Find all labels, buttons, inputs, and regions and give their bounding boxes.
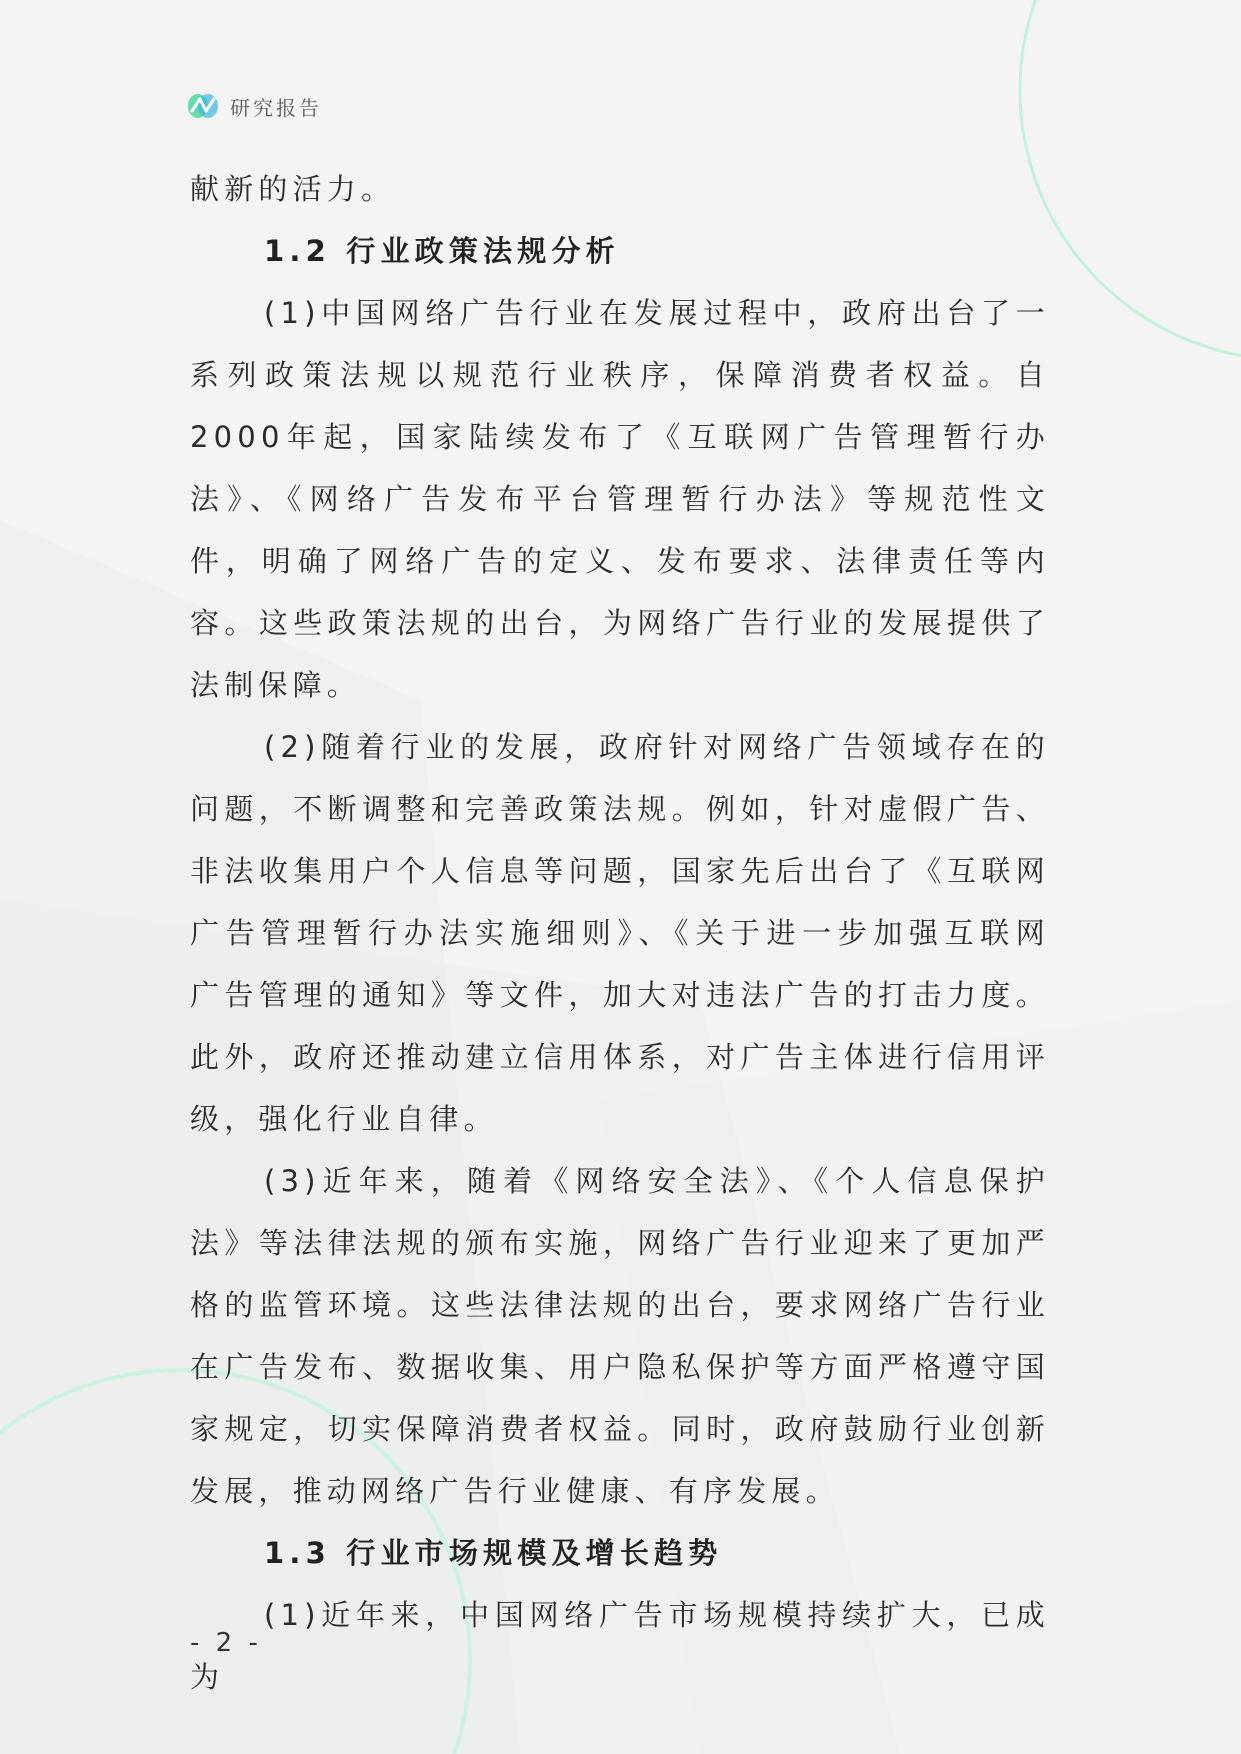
- paragraph-2: (2)随着行业的发展，政府针对网络广告领域存在的问题，不断调整和完善政策法规。例如，针对虚假广告、非法收集用户个人信息等问题，国家先后出台了《互联网广告管理暂行办法实施细则》、《关于进一步加强互联网广告管理的通知》等文件，加大对违法广告的打击力度。此外，政府还推动建立信用体系，对广告主体进行信用评级，强化行业自律。: [190, 730, 1050, 1136]
- paragraph-4: (1)近年来，中国网络广告市场规模持续扩大，已成为: [190, 1598, 1050, 1694]
- section-heading-1-3: 1.3 行业市场规模及增长趋势: [264, 1536, 723, 1570]
- paragraph-continuation: 献新的活力。: [190, 172, 396, 206]
- section-heading-1-2: 1.2 行业政策法规分析: [264, 234, 620, 268]
- brand-logo-icon: [186, 89, 220, 123]
- document-body: [190, 158, 1050, 1708]
- header-title: 研究报告: [230, 95, 322, 120]
- paragraph-1: (1)中国网络广告行业在发展过程中，政府出台了一系列政策法规以规范行业秩序，保障消费者权益。自2000年起，国家陆续发布了《互联网广告管理暂行办法》、《网络广告发布平台管理暂行办法》等规范性文件，明确了网络广告的定义、发布要求、法律责任等内容。这些政策法规的出台，为网络广告行业的发展提供了法制保障。: [190, 296, 1050, 702]
- page-header: [186, 89, 322, 123]
- page-number: - 2 -: [190, 1628, 262, 1658]
- paragraph-3: (3)近年来，随着《网络安全法》、《个人信息保护法》等法律法规的颁布实施，网络广告行业迎来了更加严格的监管环境。这些法律法规的出台，要求网络广告行业在广告发布、数据收集、用户隐私保护等方面严格遵守国家规定，切实保障消费者权益。同时，政府鼓励行业创新发展，推动网络广告行业健康、有序发展。: [190, 1164, 1050, 1508]
